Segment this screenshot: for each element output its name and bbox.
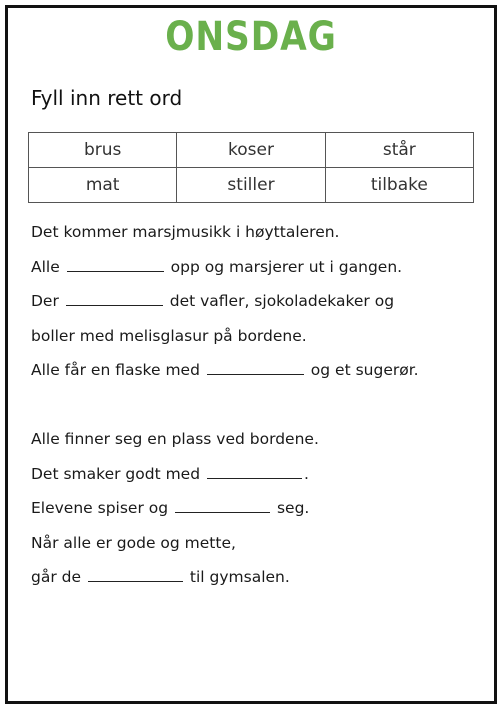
word-bank-row	[29, 133, 474, 168]
sentence-text: Det kommer marsjmusikk i høyttaleren.	[31, 223, 340, 241]
exercise-text	[31, 220, 476, 600]
sentence-text: det vafler, sjokoladekaker og	[169, 292, 395, 310]
sentence-text: Når alle er gode og mette,	[31, 533, 236, 552]
fill-in-blank[interactable]	[66, 291, 163, 306]
sentence-text: .	[303, 464, 309, 483]
sentence-line	[31, 358, 476, 393]
sentence-line	[31, 289, 476, 324]
word-bank-cell: tilbake	[325, 168, 473, 203]
fill-in-blank[interactable]	[175, 498, 270, 513]
word-bank-cell: brus	[29, 133, 177, 168]
word-bank-table	[28, 132, 474, 203]
sentence-line	[31, 427, 476, 462]
sentence-text: Alle får en flaske med	[31, 361, 200, 379]
sentence-line	[31, 462, 476, 497]
sentence-text: Elevene spiser og	[31, 499, 169, 517]
sentence-text: Det smaker godt med	[31, 464, 201, 483]
sentence-text: boller med melisglasur på bordene.	[31, 326, 307, 345]
word-bank-cell: stiller	[177, 168, 325, 203]
word-bank-row	[29, 168, 474, 203]
sentence-line	[31, 565, 476, 600]
sentence-text: seg.	[276, 499, 310, 517]
word-bank-cell: står	[325, 133, 473, 168]
sentence-text: og et sugerør.	[310, 361, 419, 379]
sentence-line	[31, 496, 476, 531]
sentence-text: opp og marsjerer ut i gangen.	[170, 257, 403, 276]
instruction-heading: Fyll inn rett ord	[31, 86, 183, 110]
fill-in-blank[interactable]	[67, 257, 164, 272]
fill-in-blank[interactable]	[207, 464, 302, 479]
sentence-line	[31, 324, 476, 359]
page-title: ONSDAG	[165, 14, 337, 60]
sentence-line	[31, 255, 476, 290]
sentence-text: Der	[31, 292, 59, 310]
word-bank-cell: koser	[177, 133, 325, 168]
sentence-line	[31, 531, 476, 566]
sentence-line	[31, 220, 476, 255]
fill-in-blank[interactable]	[207, 360, 304, 375]
sentence-text: Alle	[31, 257, 60, 276]
fill-in-blank[interactable]	[88, 567, 183, 582]
word-bank-cell: mat	[29, 168, 177, 203]
paragraph-gap	[31, 393, 476, 428]
sentence-text: Alle finner seg en plass ved bordene.	[31, 430, 319, 448]
sentence-text: går de	[31, 568, 82, 586]
sentence-text: til gymsalen.	[189, 568, 290, 586]
